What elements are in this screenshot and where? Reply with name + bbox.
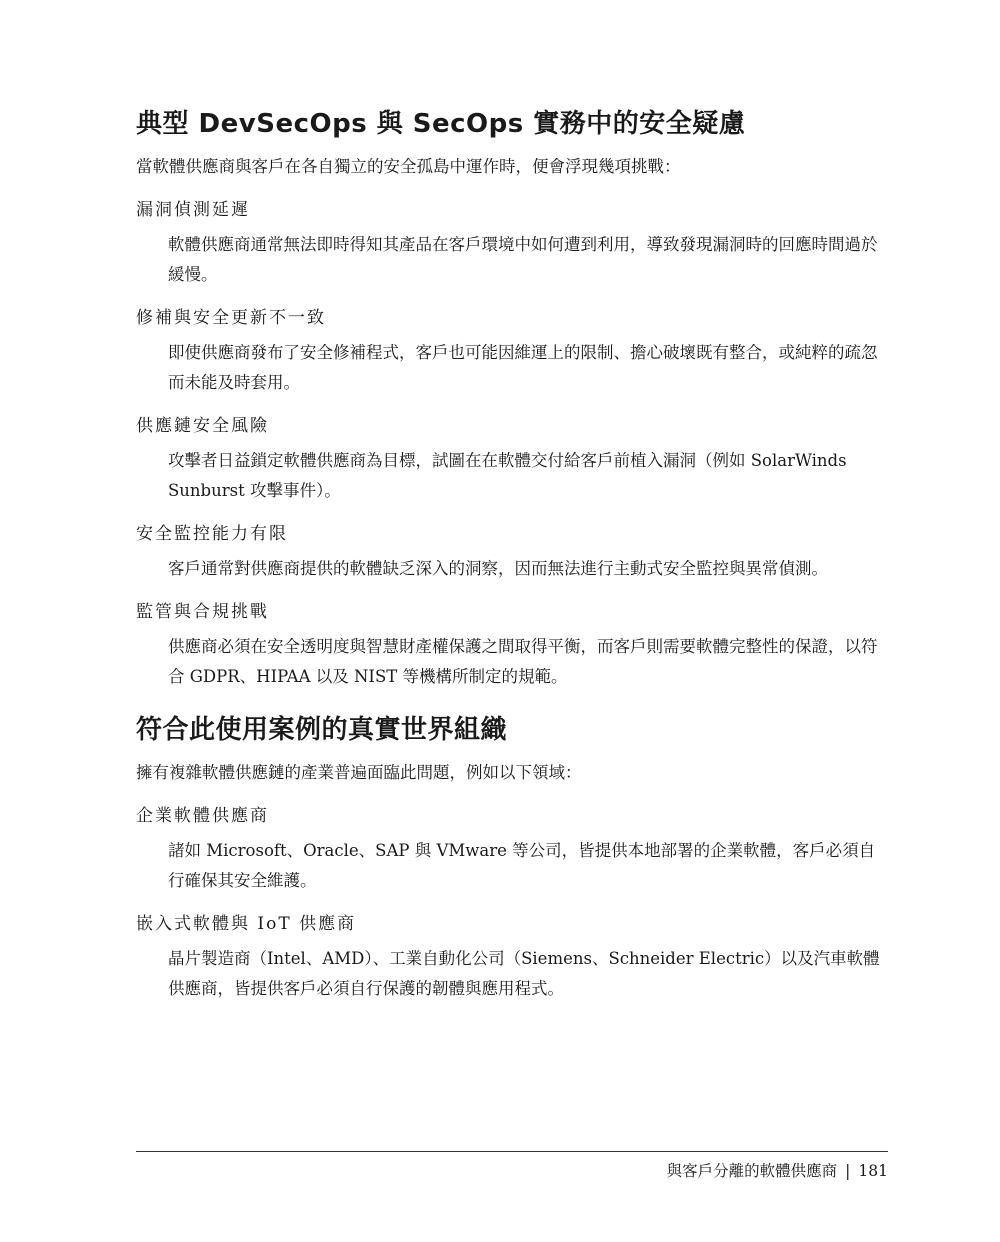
term-description: 攻擊者日益鎖定軟體供應商為目標，試圖在在軟體交付給客戶前植入漏洞（例如 SolarWinds Sunburst 攻擊事件）。 (168, 451, 847, 500)
term-title: 監管與合規挑戰 (136, 602, 269, 622)
page-footer (667, 1160, 888, 1182)
term-title: 安全監控能力有限 (136, 524, 288, 544)
term-description: 晶片製造商（Intel、AMD）、工業自動化公司（Siemens、Schneider Electric）以及汽車軟體供應商，皆提供客戶必須自行保護的韌體與應用程式。 (168, 949, 880, 998)
section-heading: 典型 DevSecOps 與 SecOps 實務中的安全疑慮 (136, 109, 746, 139)
footer-separator: | (845, 1162, 851, 1180)
term-description: 客戶通常對供應商提供的軟體缺乏深入的洞察，因而無法進行主動式安全監控與異常偵測。 (168, 559, 828, 578)
term-title: 嵌入式軟體與 IoT 供應商 (136, 914, 357, 934)
term-description: 軟體供應商通常無法即時得知其產品在客戶環境中如何遭到利用，導致發現漏洞時的回應時間過於緩慢。 (168, 235, 878, 284)
page-number: 181 (858, 1162, 888, 1180)
section-intro: 當軟體供應商與客戶在各自獨立的安全孤島中運作時，便會浮現幾項挑戰： (136, 157, 681, 176)
running-chapter-title: 與客戶分離的軟體供應商 (666, 1162, 838, 1180)
term-description: 即使供應商發布了安全修補程式，客戶也可能因維運上的限制、擔心破壞既有整合，或純粹的疏忽而未能及時套用。 (168, 343, 878, 392)
term-title: 企業軟體供應商 (136, 806, 269, 826)
section-heading: 符合此使用案例的真實世界組織 (136, 715, 508, 745)
footer-divider (136, 1151, 888, 1152)
term-title: 供應鏈安全風險 (136, 416, 269, 436)
section-intro: 擁有複雜軟體供應鏈的產業普遍面臨此問題，例如以下領域： (136, 763, 582, 782)
term-title: 漏洞偵測延遲 (136, 200, 250, 220)
term-title: 修補與安全更新不一致 (136, 308, 326, 328)
term-description: 供應商必須在安全透明度與智慧財產權保護之間取得平衡，而客戶則需要軟體完整性的保證，以符合 GDPR、HIPAA 以及 NIST 等機構所制定的規範。 (168, 637, 878, 686)
term-list (136, 196, 888, 692)
term-list (136, 802, 888, 1004)
term-description: 諸如 Microsoft、Oracle、SAP 與 VMware 等公司，皆提供本地部署的企業軟體，客戶必須自行確保其安全維護。 (168, 841, 876, 890)
page-body (136, 100, 888, 1004)
